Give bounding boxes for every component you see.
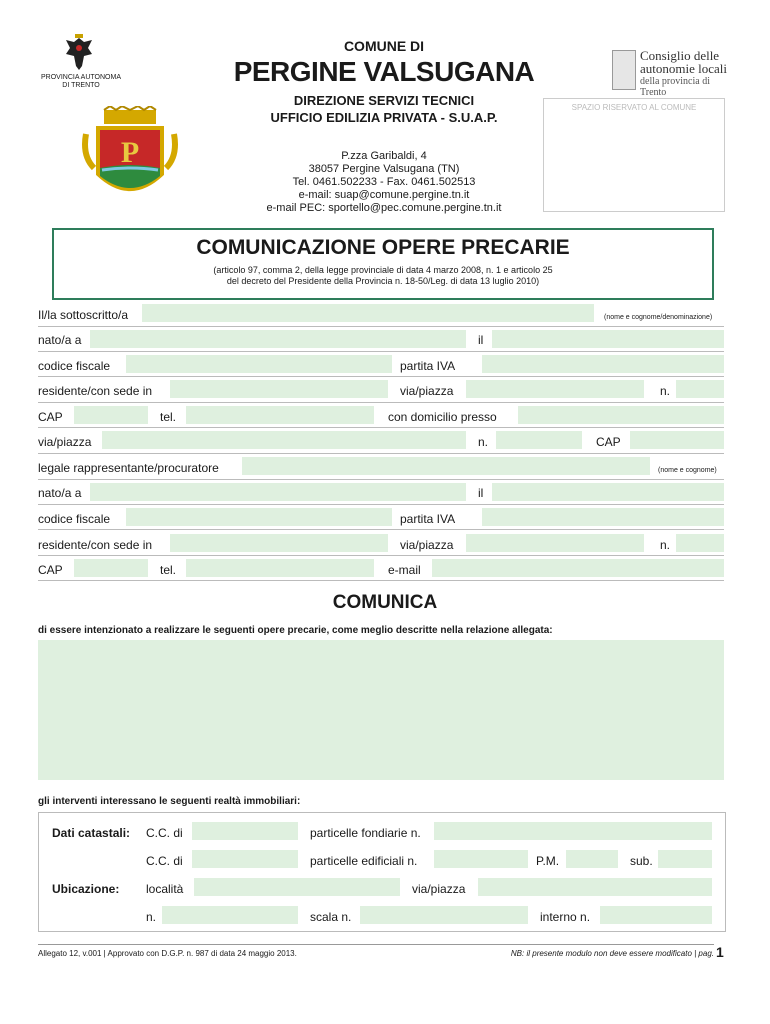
comune-label: COMUNE DI <box>343 38 425 54</box>
page-number: 1 <box>716 944 724 960</box>
cc-field-2[interactable] <box>192 850 298 868</box>
cf-field[interactable] <box>126 355 392 373</box>
nato-label: nato/a a <box>38 333 82 347</box>
divider <box>38 453 724 454</box>
cc-label-2: C.C. di <box>146 854 183 868</box>
via-label-3: via/piazza <box>400 538 454 552</box>
page-title: COMUNICAZIONE OPERE PRECARIE <box>196 236 570 259</box>
ubic-via-label: via/piazza <box>412 882 466 896</box>
eagle-icon <box>64 34 94 72</box>
council-emblem-icon <box>612 50 636 90</box>
il-label: il <box>478 333 484 347</box>
comunica-text: di essere intenzionato a realizzare le seguenti opere precarie, come meglio descritte nella relazione allegata: <box>38 625 553 636</box>
tel-field[interactable] <box>186 406 374 424</box>
divider <box>38 555 724 556</box>
email-field[interactable] <box>432 559 724 577</box>
via-label-2: via/piazza <box>38 435 92 449</box>
ubic-n-field[interactable] <box>162 906 298 924</box>
n-label-2: n. <box>478 435 489 449</box>
council-logo <box>608 48 728 98</box>
province-label: PROVINCIA AUTONOMA <box>41 74 121 81</box>
n-field-3[interactable] <box>676 534 724 552</box>
scala-label: scala n. <box>310 910 352 924</box>
divider <box>38 427 724 428</box>
piva-label: partita IVA <box>400 359 456 373</box>
domicilio-label: con domicilio presso <box>388 410 497 424</box>
immobili-text: gli interventi interessano le seguenti realtà immobiliari: <box>38 796 301 807</box>
fondiarie-field[interactable] <box>434 822 712 840</box>
tel-label: tel. <box>160 410 177 424</box>
cc-label: C.C. di <box>146 826 183 840</box>
via-field-2[interactable] <box>102 431 466 449</box>
scala-field[interactable] <box>360 906 528 924</box>
domicilio-field[interactable] <box>518 406 724 424</box>
tel-label-2: tel. <box>160 563 177 577</box>
direzione-label: DIREZIONE SERVIZI TECNICI <box>293 93 475 108</box>
divider <box>38 351 724 352</box>
email-line[interactable]: e-mail: suap@comune.pergine.tn.it <box>298 189 470 201</box>
cap-field-2[interactable] <box>630 431 724 449</box>
divider <box>38 529 724 530</box>
legale-label: legale rappresentante/procuratore <box>38 461 219 475</box>
cf-field-2[interactable] <box>126 508 392 526</box>
cf-label-2: codice fiscale <box>38 512 111 526</box>
via-field-3[interactable] <box>466 534 644 552</box>
province-label-2: DI TRENTO <box>62 82 100 89</box>
date-field-2[interactable] <box>492 483 724 501</box>
tel-field-2[interactable] <box>186 559 374 577</box>
piva-field-2[interactable] <box>482 508 724 526</box>
council-name-2: autonomie locali <box>640 61 728 76</box>
province-logo <box>36 30 126 92</box>
cc-field[interactable] <box>192 822 298 840</box>
council-name-1: Consiglio delle <box>640 48 720 63</box>
city-title: PERGINE VALSUGANA <box>233 56 535 87</box>
cap-label-2: CAP <box>596 435 621 449</box>
nato-label-2: nato/a a <box>38 486 82 500</box>
divider <box>38 376 724 377</box>
address-line: Tel. 0461.502233 - Fax. 0461.502513 <box>292 176 476 188</box>
divider <box>38 504 724 505</box>
edificiali-label: particelle edificiali n. <box>310 854 418 868</box>
sottoscritto-field[interactable] <box>142 304 594 322</box>
via-field[interactable] <box>466 380 644 398</box>
title-sub-2: del decreto del Presidente della Provincia n. 18-50/Leg. di data 13 luglio 2010) <box>226 276 540 286</box>
cap-field-3[interactable] <box>74 559 148 577</box>
comunica-heading: COMUNICA <box>332 592 438 613</box>
il-label-2: il <box>478 486 484 500</box>
nome-note: (nome e cognome/denominazione) <box>604 314 713 321</box>
nato-field-2[interactable] <box>90 483 466 501</box>
sub-label: sub. <box>630 854 653 868</box>
cf-label: codice fiscale <box>38 359 111 373</box>
dati-catastali-label: Dati catastali: <box>52 826 131 840</box>
ubicazione-label: Ubicazione: <box>52 882 120 896</box>
council-name-3: della provincia di Trento <box>640 76 710 98</box>
ubic-via-field[interactable] <box>478 878 712 896</box>
reserved-label: SPAZIO RISERVATO AL COMUNE <box>571 103 697 112</box>
ufficio-label: UFFICIO EDILIZIA PRIVATA - S.U.A.P. <box>270 110 498 125</box>
date-field[interactable] <box>492 330 724 348</box>
cap-label: CAP <box>38 410 63 424</box>
sottoscritto-label: Il/la sottoscritto/a <box>38 308 129 322</box>
n-label-3: n. <box>660 538 671 552</box>
interno-label: interno n. <box>540 910 591 924</box>
residente-field-2[interactable] <box>170 534 388 552</box>
piva-field[interactable] <box>482 355 724 373</box>
footer-right: NB: il presente modulo non deve essere modificato | pag. <box>510 949 714 958</box>
piva-label-2: partita IVA <box>400 512 456 526</box>
cap-label-3: CAP <box>38 563 63 577</box>
pm-label: P.M. <box>536 854 560 868</box>
via-label: via/piazza <box>400 384 454 398</box>
coat-of-arms <box>80 106 180 206</box>
address-line: 38057 Pergine Valsugana (TN) <box>308 163 460 175</box>
divider <box>38 580 724 581</box>
residente-label-2: residente/con sede in <box>38 538 153 552</box>
nato-field[interactable] <box>90 330 466 348</box>
residente-field[interactable] <box>170 380 388 398</box>
n-label: n. <box>660 384 671 398</box>
legale-field[interactable] <box>242 457 650 475</box>
cap-field[interactable] <box>74 406 148 424</box>
divider <box>38 479 724 480</box>
divider <box>38 402 724 403</box>
edificiali-field[interactable] <box>434 850 528 868</box>
title-sub-1: (articolo 97, comma 2, della legge provinciale di data 4 marzo 2008, n. 1 e articolo 25 <box>213 265 553 275</box>
pec-line[interactable]: e-mail PEC: sportello@pec.comune.pergine.tn.it <box>266 202 502 214</box>
opere-description-field[interactable] <box>38 640 724 780</box>
address-line: P.zza Garibaldi, 4 <box>341 150 427 162</box>
localita-field[interactable] <box>194 878 400 896</box>
residente-label: residente/con sede in <box>38 384 153 398</box>
reserved-box <box>543 98 725 212</box>
n-field[interactable] <box>676 380 724 398</box>
localita-label: località <box>146 882 184 896</box>
address-block <box>224 150 544 215</box>
interno-field[interactable] <box>600 906 712 924</box>
sub-field[interactable] <box>658 850 712 868</box>
divider <box>38 326 724 327</box>
pm-field[interactable] <box>566 850 618 868</box>
fondiarie-label: particelle fondiarie n. <box>310 826 421 840</box>
email-label: e-mail <box>388 563 421 577</box>
title-box <box>52 228 714 300</box>
crest-letter: P <box>120 136 140 169</box>
n-field-2[interactable] <box>496 431 582 449</box>
footer-divider <box>38 944 714 945</box>
nome-note-2: (nome e cognome) <box>658 467 717 474</box>
ubic-n-label: n. <box>146 910 157 924</box>
footer-left: Allegato 12, v.001 | Approvato con D.G.P. n. 987 di data 24 maggio 2013. <box>38 949 297 958</box>
